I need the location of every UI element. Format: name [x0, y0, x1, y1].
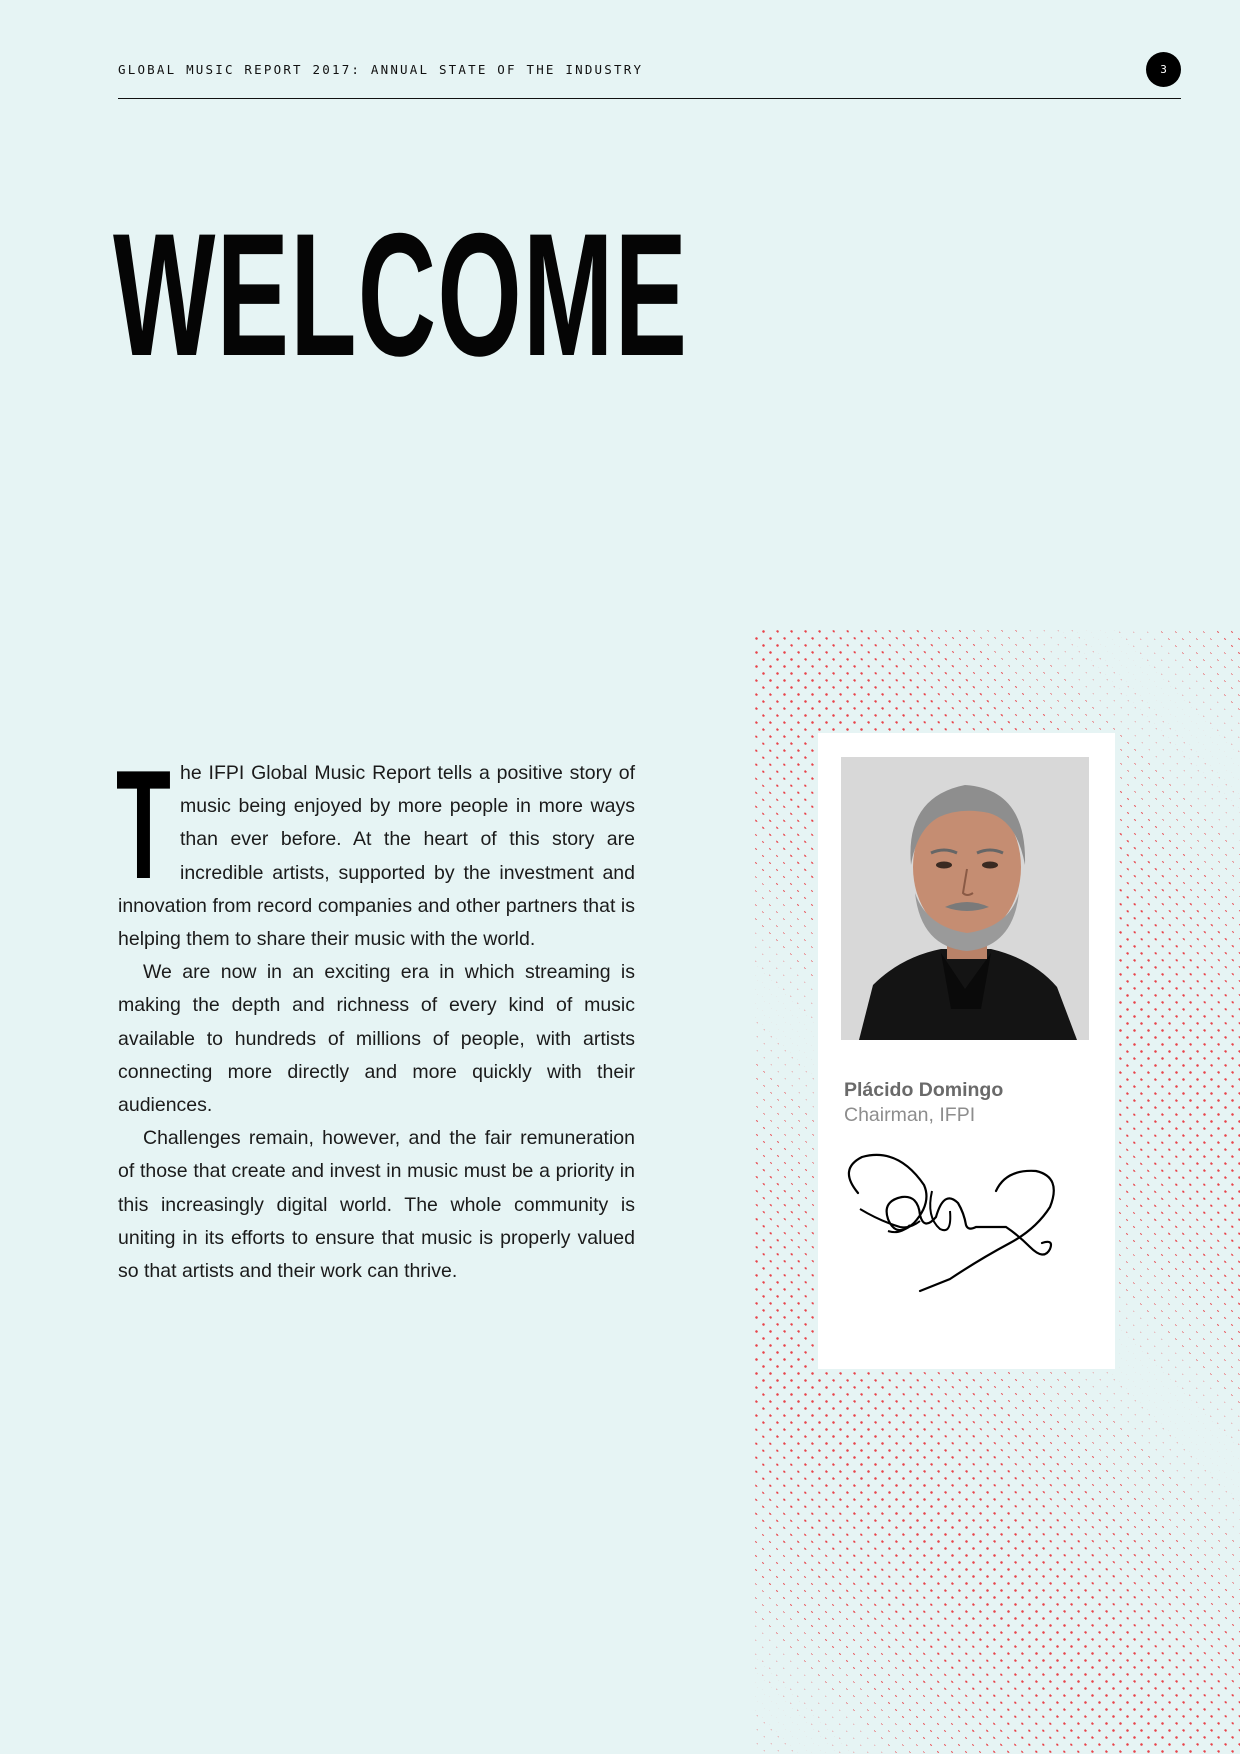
chairman-role: Chairman, IFPI — [844, 1104, 976, 1126]
report-title: GLOBAL MUSIC REPORT 2017: ANNUAL STATE OF THE INDUSTRY — [118, 62, 644, 77]
paragraph-3: Challenges remain, however, and the fair remuneration of those that create and invest in music must be a priority in this increasingly digital world. The whole community is uniting in its efforts to ensure that music is properly valued so that artists and their work can thrive. — [118, 1127, 635, 1283]
paragraph-1 — [116, 738, 635, 956]
chairman-portrait — [841, 757, 1089, 1040]
signature-image — [840, 1151, 1080, 1297]
welcome-body — [116, 738, 635, 1288]
paragraph-1-text: he IFPI Global Music Report tells a positive story of music being enjoyed by more people in more ways than ever before. At the heart of this story are incredible artists, supported by the investment and innovation from record companies and other partners that is helping them to share their music with the world. — [118, 762, 635, 951]
chairman-card — [818, 733, 1115, 1369]
drop-cap: T — [116, 738, 171, 911]
running-header — [118, 52, 1181, 99]
chairman-name: Plácido Domingo — [844, 1079, 1004, 1101]
page-headline: WELCOME — [113, 198, 689, 393]
page-number-badge: 3 — [1146, 52, 1181, 87]
paragraph-2: We are now in an exciting era in which streaming is making the depth and richness of every kind of music available to hundreds of millions of people, with artists connecting more directly and more quickly with their audiences. — [118, 961, 635, 1117]
